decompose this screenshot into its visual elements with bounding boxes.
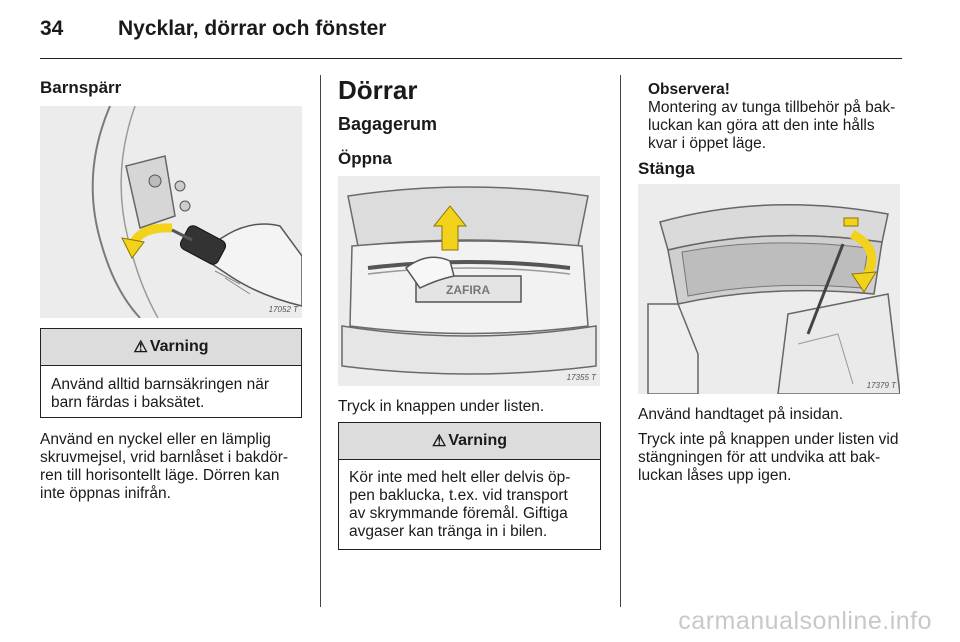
column-divider [320, 75, 321, 607]
text-line: Tryck inte på knappen under listen vid [638, 431, 899, 448]
text-line: Kör inte med helt eller delvis öp- [349, 469, 571, 486]
figure-child-lock [40, 106, 302, 318]
warning-header [339, 423, 600, 460]
heading-dorrar: Dörrar [338, 75, 418, 105]
subheading-oppna: Öppna [338, 149, 392, 168]
badge-text: ZAFIRA [446, 283, 490, 297]
page-number: 34 [40, 17, 64, 40]
watermark-logo: carmanualsonline.info [678, 607, 932, 635]
figure-code: 17379 T [866, 381, 896, 390]
text-line: luckan låses upp igen. [638, 467, 792, 484]
warning-triangle-icon: ⚠ [133, 339, 148, 356]
paragraph-use-handle: Använd handtaget på insidan. [638, 406, 844, 423]
paragraph-do-not-press [638, 431, 918, 485]
note-title: Observera! [648, 81, 730, 98]
warning-text: Använd alltid barnsäkringen när barn färdas i baksätet. [51, 376, 269, 411]
warning-header [41, 329, 301, 366]
text-line: kvar i öppet läge. [648, 135, 767, 152]
text-line: Använd en nyckel eller en lämplig [40, 431, 271, 448]
text-line: stängningen för att undvika att bak- [638, 449, 881, 466]
section-title-stanga: Stänga [638, 159, 695, 178]
header-rule [40, 58, 902, 59]
warning-triangle-icon: ⚠ [431, 433, 447, 450]
figure-code: 17355 T [566, 373, 596, 382]
warning-title: Varning [448, 432, 508, 449]
text-line: avgaser kan tränga in i bilen. [349, 523, 548, 540]
text-line: ren till horisontellt läge. Dörren kan [40, 467, 280, 484]
figure-tailgate-open [338, 176, 600, 386]
figure-tailgate-close [638, 184, 900, 394]
text-line: skruvmejsel, vrid barnlåset i bakdör- [40, 449, 289, 466]
text-line: pen baklucka, t.ex. vid transport [349, 487, 568, 504]
text-line: luckan kan göra att den inte hålls [648, 117, 875, 134]
text-line: Montering av tunga tillbehör på bak- [648, 99, 896, 116]
text-line: av skrymmande föremål. Giftiga [349, 505, 568, 522]
note-box [648, 81, 908, 153]
warning-title: Varning [149, 338, 209, 355]
section-title-barnsparr: Barnspärr [40, 78, 122, 97]
caption-press-button: Tryck in knappen under listen. [338, 398, 545, 415]
warning-box [338, 422, 601, 550]
figure-code: 17052 T [268, 305, 298, 314]
subheading-bagagerum: Bagagerum [338, 114, 438, 134]
page-title: Nycklar, dörrar och fönster [118, 17, 387, 40]
paragraph-child-lock [40, 431, 310, 503]
text-line: inte öppnas inifrån. [40, 485, 171, 502]
column-divider [620, 75, 621, 607]
warning-box [40, 328, 302, 418]
